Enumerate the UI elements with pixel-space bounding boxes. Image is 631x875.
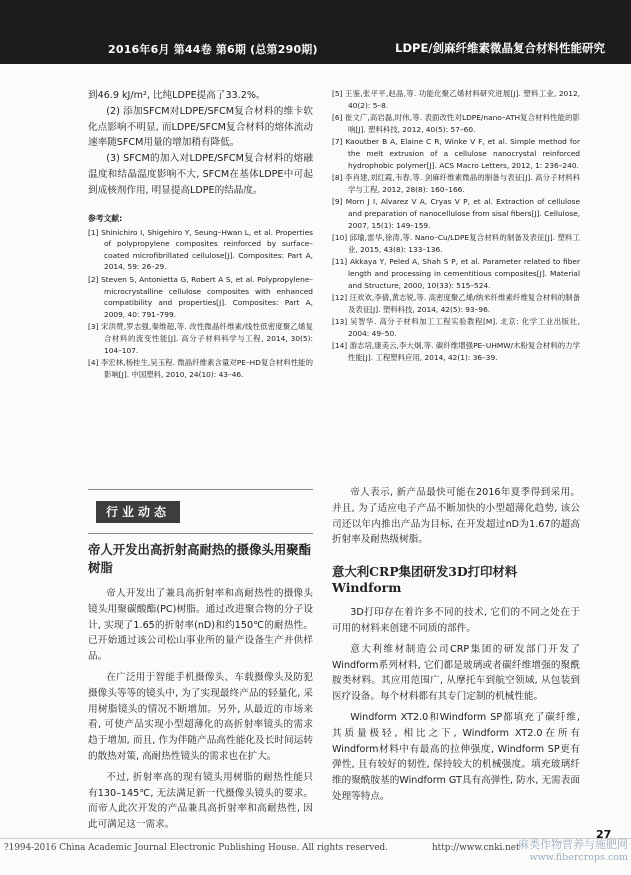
reference-item: [1] Shinichiro I, Shigehiro Y, Seung–Hwan L, et al. Properties of polypropylene composites reinforced by surface–coated microfibrillated cellulose[J]. Composites: Part A, 2014, 59: 26–29. <box>88 227 313 272</box>
section-banner-label: 行业动态 <box>96 501 180 523</box>
reference-item: [4] 李宏林,杨桂生,吴玉程. 微晶纤维素含量对PE–HD复合材料性能的影响[J]. 中国塑料, 2010, 24(10): 43–46. <box>88 358 313 379</box>
reference-item: [6] 崔文广,高岩磊,时伟,等. 表面改性对LDPE/nano–ATH复合材料性能的影响[J]. 塑料科技, 2012, 40(5): 57–60. <box>332 113 580 134</box>
conclusion-point-3: (3) SFCM的加入对LDPE/SFCM复合材料的熔融温度和结晶温度影响不大, SFCM在基体LDPE中可起到成核剂作用, 明显提高LDPE的结晶度。 <box>88 153 313 196</box>
article-paragraph: 帝人开发出了兼具高折射率和高耐热性的摄像头镜头用聚碳酸酯(PC)树脂。通过改进聚合物的分子设计, 实现了1.65的折射率(nD)和约150℃的耐热性。已开始通过该公司松山事业所的量产设备生产并供样品。 <box>88 588 313 663</box>
conclusion-line-1: 到46.9 kJ/m², 比纯LDPE提高了33.2%。 <box>88 90 266 101</box>
reference-item: [12] 汪欢欢,李倩,黄志锐,等. 高密度聚乙烯/纳米纤维素纤维复合材料的制备及表征[J]. 塑料科技, 2014, 42(5): 93–96. <box>332 293 580 314</box>
article-paragraph: 3D打印存在着许多不同的技术, 它们的不同之处在于可用的材料来创建不同质的部件。 <box>332 607 580 634</box>
news-right-column <box>332 485 580 805</box>
article-paragraph: Windform XT2.0和Windform SP都填充了碳纤维, 其质量极轻, 相比之下, Windform XT2.0在所有Windform材料中有最高的拉伸强度, Windform SP更有弹性, 且有较好的韧性, 保持较大的机械强度。填充玻璃纤维的聚酰胺基的Windform GT具有高弹性, 防水, 无需表面处理等特点。 <box>332 711 580 802</box>
article-paragraph: 在广泛用于智能手机摄像头、车载摄像头及防犯摄像头等等的镜头中, 为了实现最终产品的轻量化, 采用树脂镜头的情况不断增加。另外, 从最近的市场来看, 可使产品实现小型超薄化的高折射率镜头的需求趋于增加, 而且, 作为伴随产品高性能化及长时间运转的散热对策, 高耐热性镜头的需求也在扩大。 <box>88 671 313 762</box>
right-column <box>332 88 580 365</box>
running-title: LDPE/剑麻纤维素微晶复合材料性能研究 <box>395 41 605 55</box>
page-header <box>0 0 631 64</box>
page-number: 27 <box>596 828 612 841</box>
reference-item: [5] 王鉴,张平平,赵晶,等. 功能化聚乙烯材料研究进展[J]. 塑料工业, 2012, 40(2): 5–8. <box>332 89 580 110</box>
conclusion-point-2: (2) 添加SFCM对LDPE/SFCM复合材料的维卡软化点影响不明显, 而LDPE/SFCM复合材料的熔体流动速率随SFCM用量的增加稍有降低。 <box>88 105 313 149</box>
website-link[interactable]: http://www.cnki.net <box>432 843 520 853</box>
reference-item: [7] Kaoutber B A, Elaine C R, Winke V F, et al. Simple method for the melt extrusion of a cellulose nanocrystal reinforced hydrophobic polymer[J]. ACS Macro Letters, 2012, 1: 236–240. <box>332 137 580 170</box>
reference-item: [10] 邱瑜,雷华,徐涛,等. Nano–Cu/LDPE复合材料的制备及表征[J]. 塑料工业, 2015, 43(8): 133–136. <box>332 233 580 254</box>
article-paragraph: 意大利维材制造公司CRP集团的研发部门开发了Windform系列材料, 它们都是玻璃或者碳纤维增强的聚酰胺类材料。其应用范围广, 从摩托车到航空领域, 从包装到医疗设备。每个材料都有其专门定制的机械性能。 <box>332 643 580 703</box>
watermark-name: 麻类作物营养与施肥网 <box>518 838 628 851</box>
article-title: 帝人开发出高折射高耐热的摄像头用聚酯树脂 <box>88 542 312 575</box>
issue-info: 2016年6月 第44卷 第6期 (总第290期) <box>108 43 318 56</box>
references-heading: 参考文献: <box>88 213 123 223</box>
article-paragraph: 帝人表示, 新产品最快可能在2016年夏季得到采用。并且, 为了适应电子产品不断加快的小型超薄化趋势, 该公司还以年内推出产品为目标, 在开发超过nD为1.67的超高折射率及耐热级树脂。 <box>332 487 580 546</box>
reference-item: [3] 宋洪赞,罗志强,秦维超,等. 改性微晶纤维素/线性低密度聚乙烯复合材料的流变性能[J]. 高分子材料科学与工程, 2014, 30(5): 104–107. <box>88 322 313 355</box>
reference-item: [14] 游志培,康美云,李大炯,等. 碳纤维增强PE–UHMW/木粉复合材料的力学性能[J]. 工程塑料应用, 2014, 42(1): 36–39. <box>332 341 580 363</box>
copyright-notice: ?1994-2016 China Academic Journal Electronic Publishing House. All rights reserved. <box>4 843 388 853</box>
watermark <box>498 836 628 863</box>
reference-item: [13] 吴智华. 高分子材料加工工程实验教程[M]. 北京: 化学工业出版社, 2004: 49–50. <box>332 317 580 338</box>
left-column <box>88 88 313 381</box>
article-title: 意大利CRP集团研发3D打印材料Windform <box>332 564 518 596</box>
section-banner <box>88 489 313 534</box>
watermark-url: www.fibercrops.com <box>529 852 628 863</box>
article-paragraph: 不过, 折射率高的现有镜头用树脂的耐热性能只有130–145℃, 无法满足新一代摄像头镜头的要求。而帝人此次开发的产品兼具高折射率和高耐热性, 因此可满足这一需求。 <box>88 771 313 831</box>
reference-item: [8] 李肖建,刘红霞,韦春,等. 剑麻纤维素微晶的制备与表征[J]. 高分子材料科学与工程, 2012, 28(8): 160–166. <box>332 173 580 194</box>
news-article-teijin <box>88 540 313 833</box>
reference-item: [2] Steven S, Antonietta G, Robert A S, et al. Polypropylene–microcrystalline cellulose composites with enhanced compatibility and properties[J]. Composites: Part A, 2009, 40: 791–799. <box>88 274 313 319</box>
reference-item: [11] Akkaya Y, Peled A, Shah S P, et al. Parameter related to fiber length and processing in cementitious composites[J]. Material and Structure, 2000, 10(33): 515–524. <box>332 257 580 290</box>
reference-item: [9] Morn J I, Alvarez V A, Cryas V P, et al. Extraction of cellulose and preparation of nanocellulose from sisal fibers[J]. Cellulose, 2007, 15(1): 149–159. <box>332 197 580 230</box>
